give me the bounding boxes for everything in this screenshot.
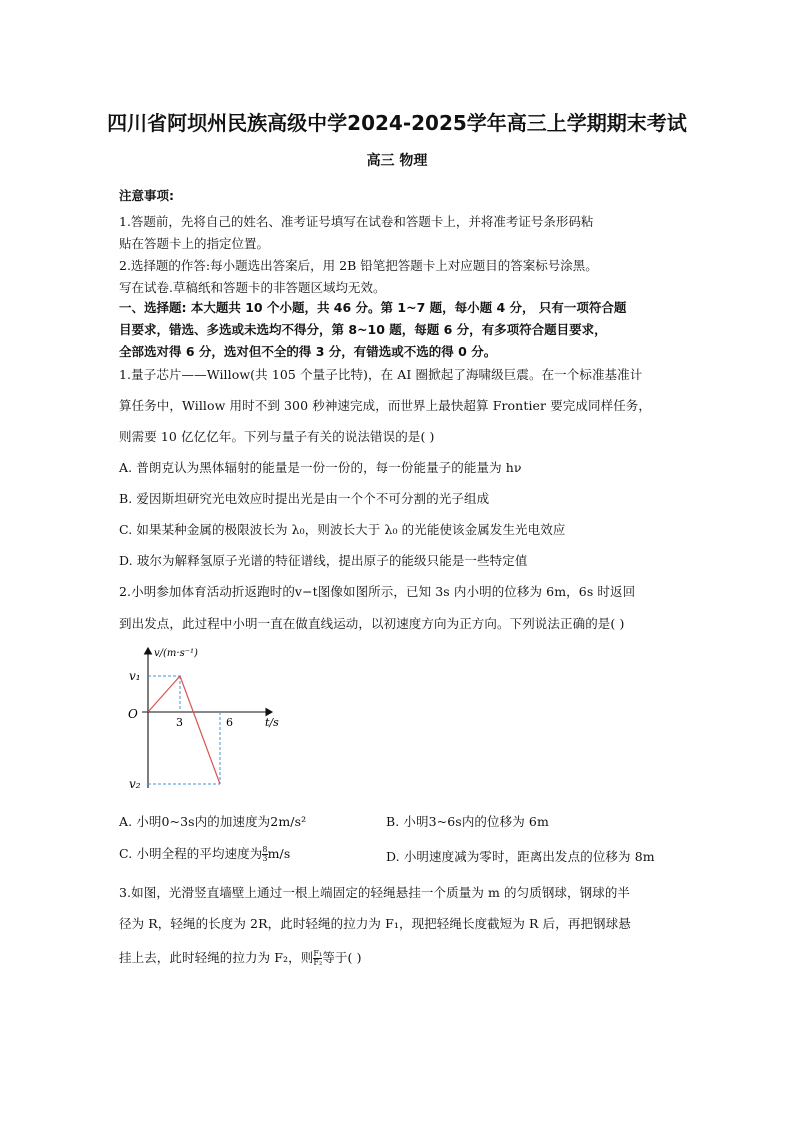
q2-option-c-unit: m/s — [267, 846, 291, 861]
section-line: 全部选对得 6 分，选对但不全的得 3 分，有错选或不选的得 0 分。 — [119, 344, 497, 359]
notice-line: 贴在答题卡上的指定位置。 — [119, 236, 270, 251]
notice-line: 写在试卷.草稿纸和答题卡的非答题区域均无效。 — [119, 280, 386, 295]
q1-option-a: A. 普朗克认为黑体辐射的能量是一份一份的，每一份能量子的能量为 hν — [119, 460, 522, 475]
section-line: 一、选择题: 本大题共 10 个小题，共 46 分。第 1~7 题，每小题 4 分， 只有一项符合题 — [119, 300, 627, 315]
y-axis-label: v/(m·s⁻¹) — [154, 648, 198, 659]
vt-graph — [120, 640, 295, 795]
exam-subtitle: 高三 物理 — [366, 153, 428, 169]
fraction-numerator: F₁ — [313, 949, 323, 958]
notice-heading: 注意事项: — [119, 188, 174, 203]
fraction-denominator: 3 — [262, 854, 268, 863]
q1-stem: 则需要 10 亿亿亿年。下列与量子有关的说法错误的是( ) — [119, 429, 435, 444]
q2-option-b: B. 小明3~6s内的位移为 6m — [386, 814, 549, 829]
x-axis-label: t/s — [265, 716, 279, 729]
q3-stem-last — [119, 948, 362, 967]
notice-line: 1.答题前，先将自己的姓名、准考证号填写在试卷和答题卡上，并将准考证号条形码粘 — [119, 214, 594, 229]
q1-option-d: D. 玻尔为解释氢原子光谱的特征谱线，提出原子的能级只能是一些特定值 — [119, 553, 528, 568]
q3-fraction — [313, 950, 322, 967]
q2-stem: 到出发点，此过程中小明一直在做直线运动，以初速度方向为正方向。下列说法正确的是( ) — [119, 616, 625, 631]
notice-line: 2.选择题的作答:每小题选出答案后，用 2B 铅笔把答题卡上对应题目的答案标号涂黑。 — [119, 258, 598, 273]
q3-text: 挂上去，此时轻绳的拉力为 F₂，则 — [119, 950, 314, 965]
fraction-numerator: 8 — [262, 845, 268, 854]
fraction-denominator: F₂ — [313, 958, 323, 967]
exam-title: 四川省阿坝州民族高级中学2024-2025学年高三上学期期末考试 — [107, 111, 687, 135]
velocity-line — [148, 676, 220, 784]
q2-option-c-text: C. 小明全程的平均速度为 — [119, 846, 263, 861]
q1-option-c: C. 如果某种金属的极限波长为 λ₀，则波长大于 λ₀ 的光能使该金属发生光电效应 — [119, 522, 566, 537]
v1-label: v₁ — [129, 669, 141, 683]
q3-stem: 径为 R，轻绳的长度为 2R，此时轻绳的拉力为 F₁，现把轻绳长度截短为 R 后，再把钢球悬 — [119, 916, 631, 931]
q1-stem: 1.量子芯片——Willow(共 105 个量子比特)，在 AI 圈掀起了海啸级巨震。在一个标准基准计 — [119, 367, 643, 382]
tick-3-label: 3 — [176, 716, 183, 729]
tick-6-label: 6 — [226, 716, 233, 729]
q2-option-d: D. 小明速度减为零时，距离出发点的位移为 8m — [386, 849, 655, 864]
origin-label: O — [128, 707, 138, 721]
q1-option-b: B. 爱因斯坦研究光电效应时提出光是由一个个不可分割的光子组成 — [119, 491, 490, 506]
q2-option-c — [119, 844, 290, 863]
v2-label: v₂ — [129, 777, 141, 791]
q3-text-end: 等于( ) — [322, 950, 362, 965]
q1-stem: 算任务中，Willow 用时不到 300 秒神速完成，而世界上最快超算 Frontier 要完成同样任务， — [119, 398, 651, 413]
section-line: 目要求，错选、多选或未选均不得分，第 8~10 题，每题 6 分，有多项符合题目要求， — [119, 322, 607, 337]
q2-stem: 2.小明参加体育活动折返跑时的v−t图像如图所示，已知 3s 内小明的位移为 6m，6s 时返回 — [119, 584, 636, 599]
q2-option-a: A. 小明0~3s内的加速度为2m/s² — [119, 814, 307, 829]
q3-stem: 3.如图，光滑竖直墙壁上通过一根上端固定的轻绳悬挂一个质量为 m 的匀质钢球，钢球的半 — [119, 885, 631, 900]
